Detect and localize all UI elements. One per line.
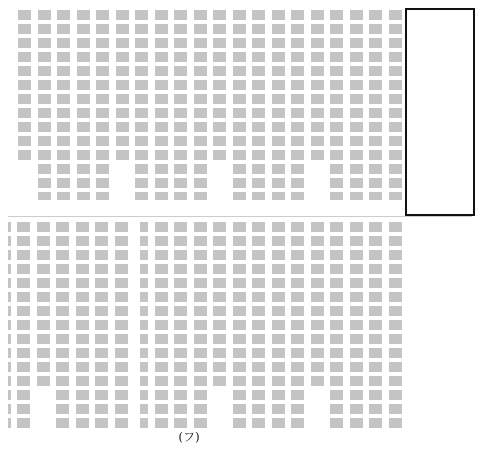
text-line-placeholder [77,10,90,200]
lower-left-text-block [8,222,128,444]
text-line-placeholder [194,222,207,430]
text-line-placeholder [272,222,285,430]
text-line-placeholder [8,222,11,430]
text-line-placeholder [155,222,168,430]
text-line-placeholder [57,10,70,200]
text-line-placeholder [17,222,30,430]
text-line-placeholder [252,10,265,200]
article-headline [405,8,475,216]
text-line-placeholder [311,10,324,160]
text-line-placeholder [38,10,51,200]
lower-right-text-block [140,222,402,444]
text-line-placeholder [96,10,109,200]
text-line-placeholder [291,222,304,430]
text-line-placeholder [18,10,31,160]
text-line-placeholder [369,10,382,200]
section-divider [8,216,472,217]
text-line-placeholder [233,222,246,430]
text-line-placeholder [233,10,246,200]
text-line-placeholder [155,10,168,200]
text-line-placeholder [350,10,363,200]
reviewer-mark: (フ) [178,430,200,444]
text-line-placeholder [350,222,363,430]
text-line-placeholder [311,222,324,390]
text-line-placeholder [330,222,343,430]
upper-text-block [16,10,402,212]
text-line-placeholder [56,222,69,430]
text-line-placeholder [389,10,402,200]
text-line-placeholder [213,10,226,160]
text-line-placeholder [140,222,148,430]
text-line-placeholder [369,222,382,430]
text-line-placeholder [194,10,207,200]
text-line-placeholder [115,222,128,430]
text-line-placeholder [116,10,129,160]
text-line-placeholder [95,222,108,430]
text-line-placeholder [174,222,187,430]
text-line-placeholder [389,222,402,430]
text-line-placeholder [135,10,148,200]
text-line-placeholder [37,222,50,390]
text-line-placeholder [174,10,187,200]
text-line-placeholder [272,10,285,200]
text-line-placeholder [213,222,226,390]
text-line-placeholder [330,10,343,200]
text-line-placeholder [252,222,265,430]
text-line-placeholder [76,222,89,430]
text-line-placeholder [291,10,304,200]
